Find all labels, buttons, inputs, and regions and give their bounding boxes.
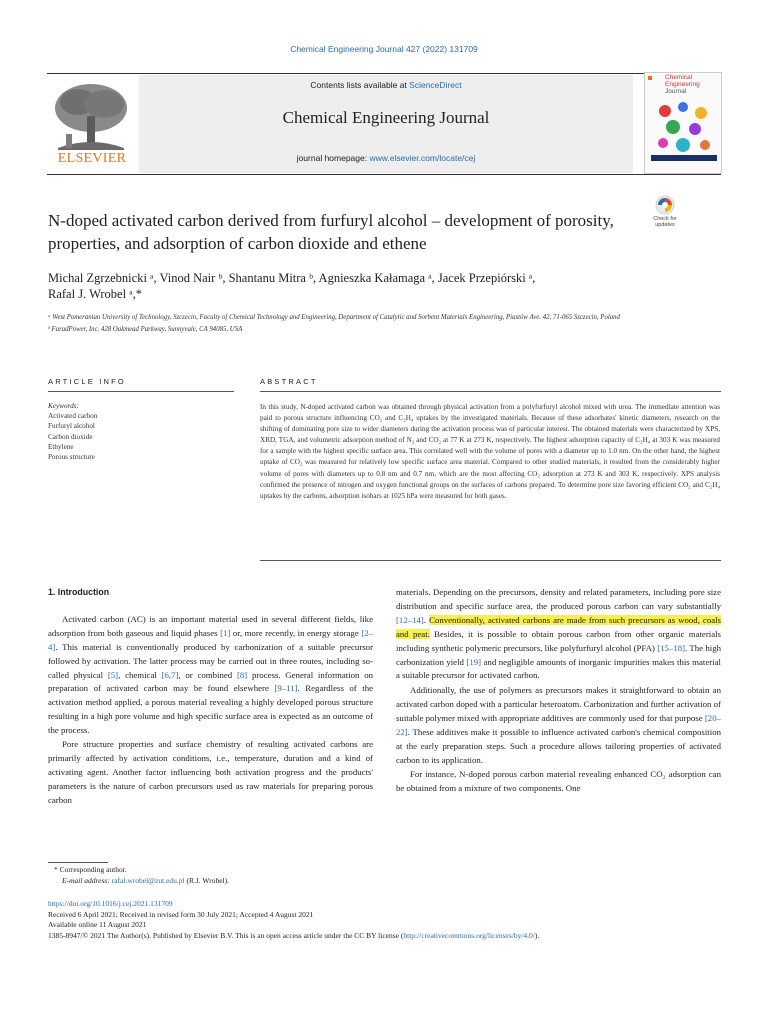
abstract-bottom-rule bbox=[260, 560, 721, 561]
intro-paragraph-5: For instance, N-doped porous carbon material revealing enhanced CO₂ adsorption can be obtained from a mixture of two components. One bbox=[396, 768, 721, 793]
text-run: , or combined bbox=[178, 669, 237, 680]
intro-paragraph-3 bbox=[396, 586, 721, 683]
affiliation-a: ᵃ West Pomeranian University of Technology, Szczecin, Faculty of Chemical Technology and Engineering, Department of Catalytic and Sorbent Materials Engineering, Piastów Ave. 42, 71-065 Szczecin, Poland bbox=[48, 314, 620, 321]
sciencedirect-link[interactable]: ScienceDirect bbox=[409, 80, 462, 90]
abstract-rule bbox=[260, 391, 721, 392]
intro-paragraph-4 bbox=[396, 684, 721, 767]
keyword-item: Activated carbon bbox=[48, 412, 98, 421]
received-dates: Received 6 April 2021; Received in revised form 30 July 2021; Accepted 4 August 2021 bbox=[48, 909, 314, 919]
reference-link[interactable]: [8] bbox=[236, 669, 248, 680]
text-run: or, more recently, in energy storage bbox=[230, 627, 362, 638]
body-left-column bbox=[48, 586, 373, 808]
license-text-end: ). bbox=[534, 930, 540, 940]
check-for-updates-button[interactable] bbox=[644, 195, 686, 231]
email-line bbox=[54, 876, 714, 887]
journal-name: Chemical Engineering Journal bbox=[282, 108, 490, 127]
license-link[interactable]: http://creativecommons.org/licenses/by/4.0/ bbox=[403, 930, 535, 940]
footnote-rule bbox=[48, 862, 108, 863]
reference-link[interactable]: [1] bbox=[220, 627, 231, 638]
cover-title bbox=[665, 75, 700, 95]
text-run: Besides, it is possible to obtain porous carbon from other organic materials including synthetic polymeric precursors, like polyfurfuryl alcohol (PFA) bbox=[396, 628, 721, 653]
highlighted-sentence[interactable]: Conventionally, activated carbons are made from such precursors as wood, coals and peat. bbox=[396, 614, 721, 639]
homepage-line bbox=[139, 153, 633, 163]
homepage-prefix: journal homepage: bbox=[296, 153, 370, 163]
check-updates-icon bbox=[655, 195, 675, 215]
authors-line-2[interactable]: Rafal J. Wrobel ᵃ,* bbox=[48, 287, 142, 301]
keyword-item: Porous structure bbox=[48, 453, 95, 462]
text-run: . This material is conventionally produced by carbonization of a suitable precursor followed by activation. The latter process may be carried out in three routes, including so-called physical bbox=[48, 641, 373, 680]
footnotes bbox=[54, 865, 714, 886]
authors-line-1[interactable]: Michal Zgrzebnicki ᵃ, Vinod Nair ᵇ, Shantanu Mitra ᵇ, Agnieszka Kałamaga ᵃ, Jacek Przepiórski ᵃ, bbox=[48, 271, 536, 285]
reference-link[interactable]: [2–4] bbox=[48, 627, 373, 652]
text-run: process. General information on preparation of activated carbon may be found elsewhere bbox=[48, 669, 373, 694]
intro-paragraph-1 bbox=[48, 613, 373, 738]
check-updates-line-2: updates bbox=[655, 222, 675, 228]
text-run: . These additives make it possible to influence activated carbon's chemical composition at the early preparation steps. Such a procedure allows tailoring properties of activated carbon to its application. bbox=[396, 727, 721, 765]
elsevier-wordmark: ELSEVIER bbox=[57, 151, 127, 166]
author-list bbox=[48, 270, 648, 302]
text-run: materials. Depending on the precursors, density and related parameters, including pore size distribution and specific surface area, the produced porous carbon can vary substantially bbox=[396, 587, 721, 611]
reference-link[interactable]: [5] bbox=[107, 669, 119, 680]
text-run: . bbox=[423, 614, 430, 625]
reference-link[interactable]: [9–11] bbox=[274, 683, 298, 694]
license-line bbox=[48, 931, 728, 942]
text-run: Activated carbon (AC) is an important material used in several different fields, like adsorption from both gaseous and liquid phases bbox=[48, 613, 373, 638]
email-link[interactable]: rafal.wrobel@zut.edu.pl bbox=[111, 875, 185, 885]
homepage-link[interactable]: www.elsevier.com/locate/cej bbox=[369, 153, 476, 163]
section-heading-introduction: 1. Introduction bbox=[48, 587, 110, 597]
keyword-item: Carbon dioxide bbox=[48, 432, 93, 441]
keywords-label: Keywords: bbox=[48, 402, 79, 410]
available-online: Available online 11 August 2021 bbox=[48, 920, 147, 929]
body-right-column bbox=[396, 586, 721, 796]
reference-link[interactable]: [19] bbox=[466, 656, 482, 667]
affiliation-b: ᵇ FaradPower, Inc. 428 Oakmead Parkway, Sunnyvale, CA 94085, USA bbox=[48, 326, 243, 333]
article-title: N-doped activated carbon derived from furfuryl alcohol – development of porosity, properties, and adsorption of carbon dioxide and ethene bbox=[48, 211, 614, 253]
cover-title-line-2: Engineering bbox=[665, 80, 700, 88]
reference-link[interactable]: [12–14] bbox=[396, 614, 424, 625]
text-run: . Regardless of the activation method applied, a porous material revealing a highly developed porous structure resulting in a high pore volume and high specific surface area is expected as an outcome of the process. bbox=[48, 683, 373, 736]
keywords-block bbox=[48, 401, 228, 462]
journal-citation[interactable]: Chemical Engineering Journal 427 (2022) 131709 bbox=[290, 44, 478, 54]
article-info-rule bbox=[48, 391, 234, 392]
text-run: . The high carbonization yield bbox=[396, 642, 721, 667]
cover-logo-mark bbox=[648, 76, 652, 80]
journal-cover[interactable] bbox=[644, 72, 722, 174]
email-label: E-mail address: bbox=[62, 875, 112, 885]
contents-line bbox=[139, 80, 633, 90]
email-suffix: (R.J. Wrobel). bbox=[184, 875, 229, 885]
affiliations bbox=[48, 313, 688, 335]
intro-paragraph-2: Pore structure properties and surface chemistry of resulting activated carbons are primarily affected by activation conditions, i.e., temperature, duration and a kind of activating agent. Another factor influencing both activation progress and the products' parameters is the nature of carbon precursors used as raw materials for preparing porous carbon bbox=[48, 739, 373, 805]
reference-link[interactable]: [6,7] bbox=[161, 669, 179, 680]
cover-artwork bbox=[651, 99, 717, 161]
article-history bbox=[48, 899, 728, 941]
reference-link[interactable]: [20–22] bbox=[396, 713, 721, 738]
keyword-item: Ethylene bbox=[48, 442, 74, 451]
check-updates-line-1: Check for bbox=[653, 216, 677, 222]
license-text: 1385-8947/© 2021 The Author(s). Published by Elsevier B.V. This is an open access article under the CC BY license ( bbox=[48, 930, 404, 940]
abstract-heading: ABSTRACT bbox=[260, 377, 318, 386]
corresponding-author-note: * Corresponding author. bbox=[54, 865, 127, 874]
doi-link[interactable]: https://doi.org/10.1016/j.cej.2021.131709 bbox=[48, 899, 173, 908]
keyword-item: Furfuryl alcohol bbox=[48, 422, 95, 431]
cover-title-line-1: Chemical bbox=[665, 74, 693, 81]
reference-link[interactable]: [15–18] bbox=[657, 642, 686, 653]
text-run: and negligible amounts of inorganic impurities makes this material a suitable precursor for activated carbon. bbox=[396, 656, 721, 681]
abstract-text: In this study, N-doped activated carbon was obtained through physical activation from a polyfurfuryl alcohol mixed with urea. The immediate attention was paid to porous structure influencing CO₂ and C₂H₄ uptakes by the investigated materials. Because of these adsorbates' kinetic diameters, research on the shifting of dominating pore size to wider diameters during the activation process was of particular interest. The obtained materials were characterized by XPS, XRD, TGA, and volumetric adsorption method of N₂ and CO₂ at 77 K at 273 K, respectively. The highest adsorption capacity of C₂H₄ at 303 K was measured for a sample with the highest specific surface area. This correlated well with the volume of pores with a diameter up to 1.0 nm. On the other hand, the highest uptake of CO₂ was measured for relatively low specific surface area material. Compared to other studied materials, it resulted from the considerably higher volume of pores with diameters up to 0.8 nm and 0.7 nm, which are the most affecting CO₂ adsorption at 273 K and 303 K, respectively. XPS analysis confirmed the presence of nitrogen and oxygen functional groups on the surfaces of carbons prepared. To determine pore size favoring efficient CO₂ and C₂H₄ uptakes by the carbons, adsorption isobars at 1025 hPa were measured for both gases. bbox=[260, 403, 720, 500]
check-updates-label bbox=[644, 216, 686, 228]
text-run: , chemical bbox=[118, 669, 162, 680]
article-info-heading: ARTICLE INFO bbox=[48, 377, 126, 386]
cover-title-line-3: Journal bbox=[665, 87, 687, 95]
contents-prefix: Contents lists available at bbox=[310, 80, 410, 90]
text-run: Additionally, the use of polymers as precursors makes it straightforward to obtain an activated carbon doped with a particular heteroatom. Carbonization and further activation of suitable polymer mixed with appropriate additives are commonly used for that purpose bbox=[396, 685, 721, 724]
